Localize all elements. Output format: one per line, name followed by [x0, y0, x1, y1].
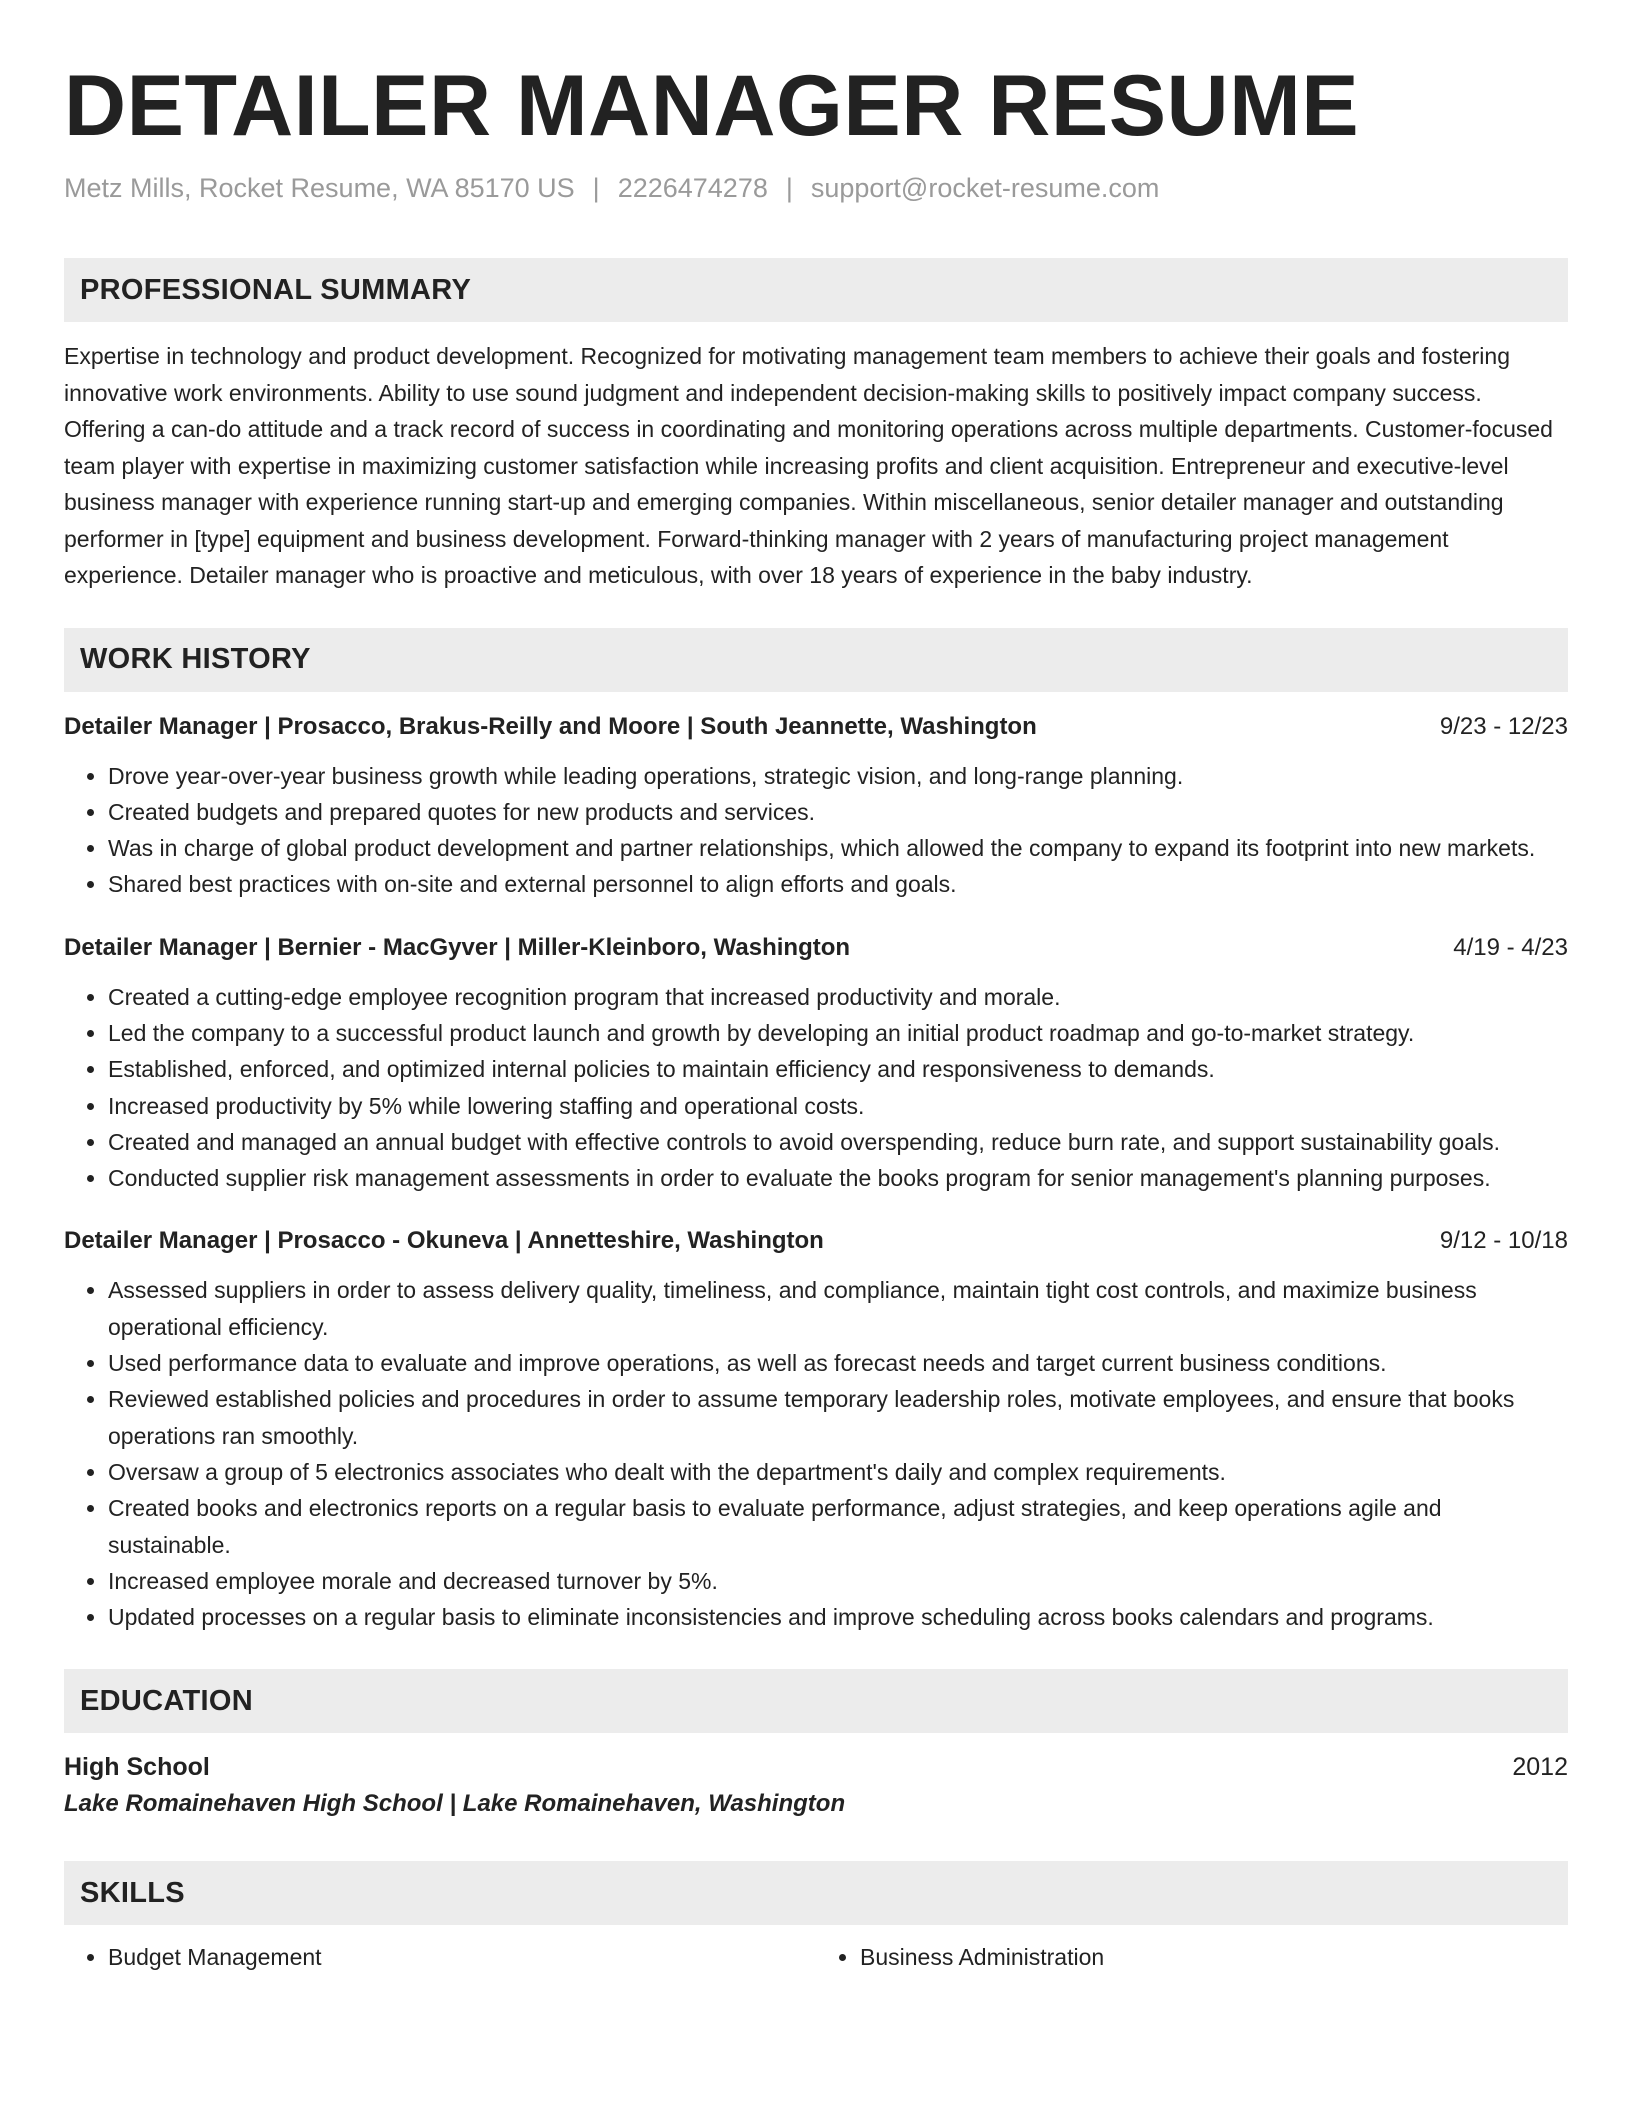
job-bullet: • Conducted supplier risk management assessments in order to evaluate the books program for senior management's planning purposes.: [108, 1160, 1568, 1196]
job-bullets: [64, 979, 1568, 1197]
job-dates: 9/23 - 12/23: [1439, 712, 1568, 740]
job-bullet: • Updated processes on a regular basis to eliminate inconsistencies and improve scheduling across books calendars and programs.: [108, 1599, 1568, 1635]
job-bullet: • Established, enforced, and optimized internal policies to maintain efficiency and responsiveness to demands.: [108, 1051, 1568, 1087]
job-entry: [64, 1224, 1568, 1635]
section-heading-work-history: WORK HISTORY: [64, 628, 1568, 692]
section-heading-skills: SKILLS: [64, 1861, 1568, 1925]
job-entry: [64, 710, 1568, 903]
job-bullet: • Created and managed an annual budget with effective controls to avoid overspending, reduce burn rate, and support sustainability goals.: [108, 1124, 1568, 1160]
job-bullet: • Created a cutting-edge employee recognition program that increased productivity and morale.: [108, 979, 1568, 1015]
education-entry: [64, 1749, 1568, 1823]
education-degree: High School: [64, 1753, 210, 1782]
skill-item: • Business Administration: [860, 1939, 1568, 1975]
job-bullets: [64, 758, 1568, 903]
job-bullet: • Assessed suppliers in order to assess delivery quality, timeliness, and compliance, maintain tight cost controls, and maximize business operational efficiency.: [108, 1272, 1568, 1345]
resume-page: [64, 0, 1568, 1975]
section-heading-summary: PROFESSIONAL SUMMARY: [64, 258, 1568, 322]
job-bullet: • Shared best practices with on-site and external personnel to align efforts and goals.: [108, 866, 1568, 902]
skills-list: [64, 1939, 1568, 1975]
job-bullet: • Led the company to a successful product launch and growth by developing an initial product roadmap and go-to-market strategy.: [108, 1015, 1568, 1051]
contact-phone: 2226474278: [617, 173, 768, 203]
job-bullet: • Used performance data to evaluate and improve operations, as well as forecast needs and target current business conditions.: [108, 1345, 1568, 1381]
job-title: Detailer Manager | Prosacco, Brakus-Reilly and Moore | South Jeannette, Washington: [64, 712, 1037, 740]
job-bullet: • Drove year-over-year business growth while leading operations, strategic vision, and long-range planning.: [108, 758, 1568, 794]
job-title: Detailer Manager | Bernier - MacGyver | Miller-Kleinboro, Washington: [64, 933, 851, 961]
job-header: [64, 710, 1568, 744]
education-school: Lake Romainehaven High School | Lake Romainehaven, Washington: [64, 1790, 846, 1818]
job-bullet: • Created budgets and prepared quotes for new products and services.: [108, 794, 1568, 830]
contact-separator: |: [785, 173, 793, 203]
job-bullet: • Oversaw a group of 5 electronics associates who dealt with the department's daily and complex requirements.: [108, 1454, 1568, 1490]
job-bullet: • Created books and electronics reports on a regular basis to evaluate performance, adjust strategies, and keep operations agile and sustainable.: [108, 1490, 1568, 1563]
job-title: Detailer Manager | Prosacco - Okuneva | Annetteshire, Washington: [64, 1227, 824, 1255]
skills-column: [64, 1939, 816, 1975]
job-bullet: • Was in charge of global product development and partner relationships, which allowed the company to expand its footprint into new markets.: [108, 830, 1568, 866]
skills-column: [816, 1939, 1568, 1975]
education-year: 2012: [1512, 1753, 1568, 1782]
job-bullets: [64, 1272, 1568, 1635]
section-heading-education: EDUCATION: [64, 1669, 1568, 1733]
summary-text: Expertise in technology and product development. Recognized for motivating management team members to achieve their goals and fostering innovative work environments. Ability to use sound judgment and independent decision-making skills to positively impact company success. Offering a can-do attitude and a track record of success in coordinating and monitoring operations across multiple departments. Customer-focused team player with expertise in maximizing customer satisfaction while increasing profits and client acquisition. Entrepreneur and executive-level business manager with experience running start-up and emerging companies. Within miscellaneous, senior detailer manager and outstanding performer in [type] equipment and business development. Forward-thinking manager with 2 years of manufacturing project management experience. Detailer manager who is proactive and meticulous, with over 18 years of experience in the baby industry.: [64, 343, 1553, 588]
contact-separator: |: [592, 173, 600, 203]
education-header: [64, 1749, 1568, 1785]
skill-item: • Budget Management: [108, 1939, 816, 1975]
job-dates: 4/19 - 4/23: [1453, 933, 1568, 961]
contact-line: [64, 170, 1568, 206]
job-header: [64, 931, 1568, 965]
contact-email: support@rocket-resume.com: [810, 173, 1160, 203]
job-entry: [64, 931, 1568, 1197]
job-bullet: • Increased employee morale and decreased turnover by 5%.: [108, 1563, 1568, 1599]
job-dates: 9/12 - 10/18: [1439, 1227, 1568, 1255]
job-header: [64, 1224, 1568, 1258]
job-bullet: • Reviewed established policies and procedures in order to assume temporary leadership roles, motivate employees, and ensure that books operations ran smoothly.: [108, 1381, 1568, 1454]
contact-address: Metz Mills, Rocket Resume, WA 85170 US: [64, 173, 575, 203]
job-bullet: • Increased productivity by 5% while lowering staffing and operational costs.: [108, 1088, 1568, 1124]
resume-title: DETAILER MANAGER RESUME: [64, 58, 1360, 154]
